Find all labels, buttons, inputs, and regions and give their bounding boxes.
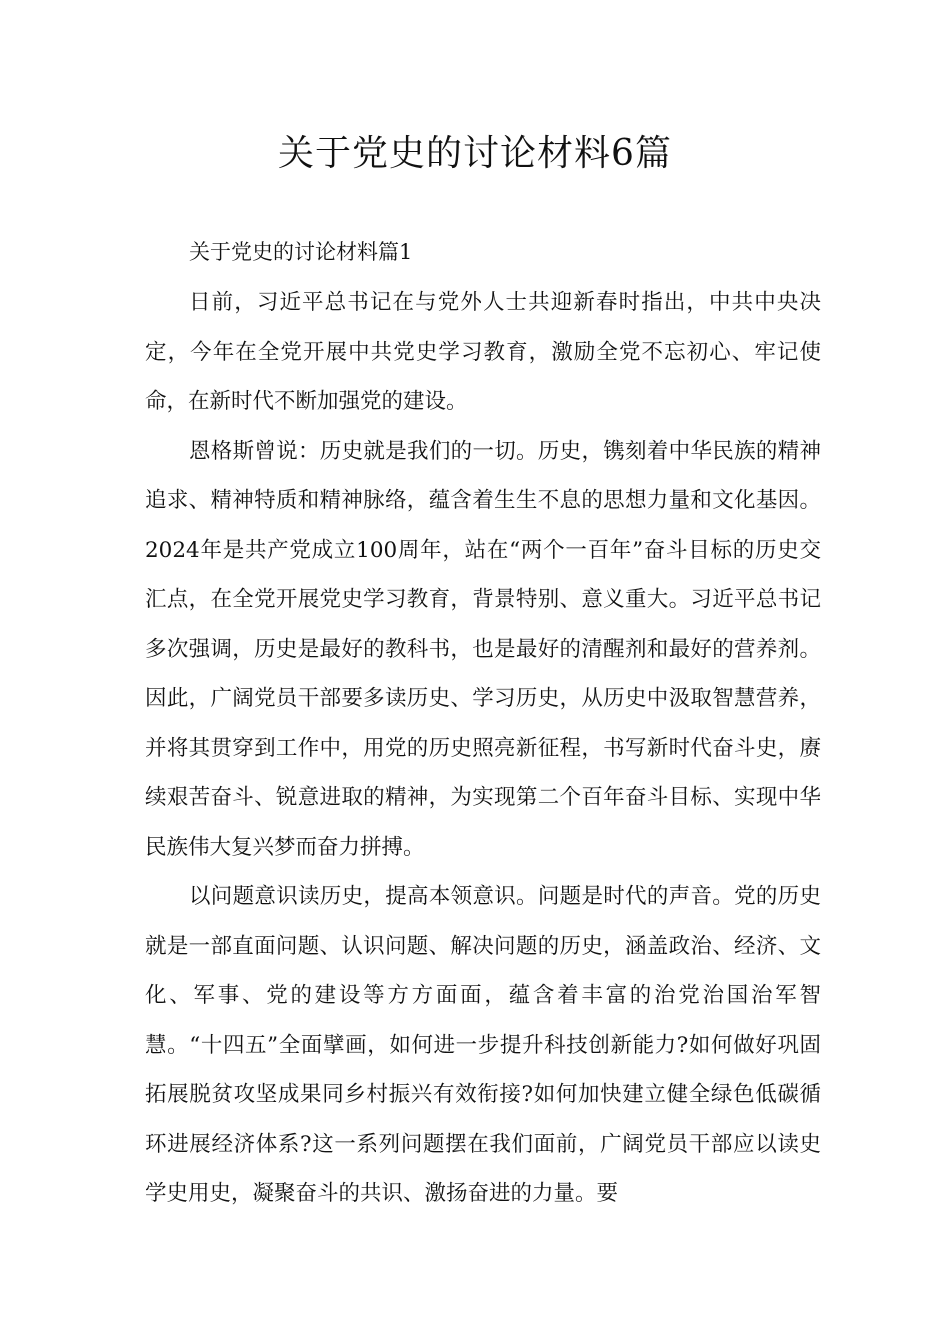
paragraph-1: 日前，习近平总书记在与党外人士共迎新春时指出，中共中央决定，今年在全党开展中共党史学习教育，激励全党不忘初心、牢记使命，在新时代不断加强党的建设。 [145, 290, 821, 414]
document-body [145, 232, 821, 1219]
paragraph-2: 恩格斯曾说：历史就是我们的一切。历史，镌刻着中华民族的精神追求、精神特质和精神脉络，蕴含着生生不息的思想力量和文化基因。2024年是共产党成立100周年，站在“两个一百年”奋斗目标的历史交汇点，在全党开展党史学习教育，背景特别、意义重大。习近平总书记多次强调，历史是最好的教科书，也是最好的清醒剂和最好的营养剂。因此，广阔党员干部要多读历史、学习历史，从历史中汲取智慧营养，并将其贯穿到工作中，用党的历史照亮新征程，书写新时代奋斗史，赓续艰苦奋斗、锐意进取的精神，为实现第二个百年奋斗目标、实现中华民族伟大复兴梦而奋力拼搏。 [145, 438, 821, 860]
section-heading: 关于党史的讨论材料篇1 [189, 240, 413, 264]
document-title: 关于党史的讨论材料6篇 [278, 133, 672, 174]
paragraph-3: 以问题意识读历史，提高本领意识。问题是时代的声音。党的历史就是一部直面问题、认识问题、解决问题的历史，涵盖政治、经济、文化、军事、党的建设等方方面面，蕴含着丰富的治党治国治军智慧。“十四五”全面擘画，如何进一步提升科技创新能力?如何做好巩固拓展脱贫攻坚成果同乡村振兴有效衔接?如何加快建立健全绿色低碳循环进展经济体系?这一系列问题摆在我们面前，广阔党员干部应以读史学史用史，凝聚奋斗的共识、激扬奋进的力量。要 [145, 884, 821, 1206]
